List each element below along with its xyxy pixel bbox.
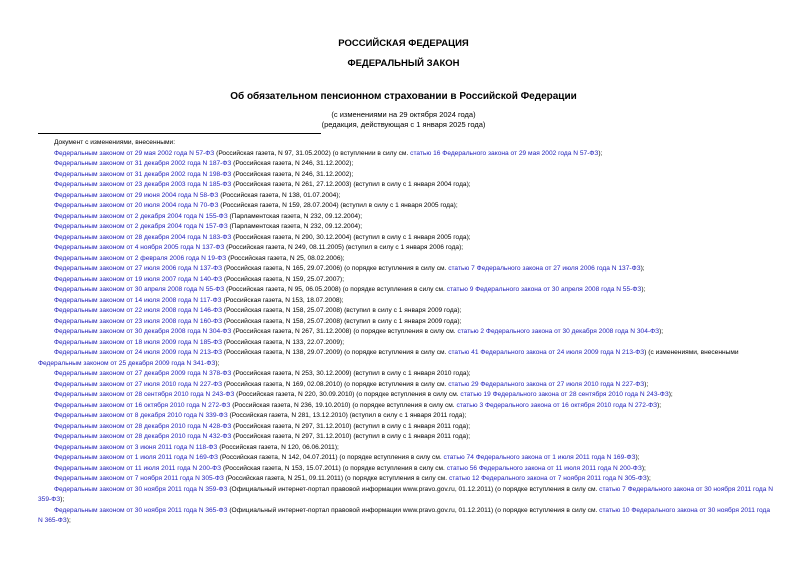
amendments-intro: Документ с изменениями, внесенными: [54,139,176,146]
amendment-item [38,233,773,244]
amendment-item [38,159,773,170]
amendment-text: ); [657,401,662,409]
amendment-item [38,422,773,433]
amendment-text: ); [66,517,71,524]
amendment-link[interactable]: Федеральным законом от 28 декабря 2004 года N 183-ФЗ [54,233,232,241]
amendment-link[interactable]: статью 12 Федерального закона от 7 ноября 2011 года N 305-ФЗ [448,475,647,482]
amendment-item [38,453,773,464]
amendment-text: (Российская газета, N 246, 31.12.2002); [231,160,354,167]
amendment-link[interactable]: статью 9 Федерального закона от 30 апреля 2008 года N 55-ФЗ [446,286,642,293]
amendment-item [38,275,773,286]
amendment-item [38,149,773,160]
amendment-link[interactable]: Федеральным законом от 8 декабря 2010 года N 339-ФЗ [54,412,228,419]
amendment-link[interactable]: Федеральным законом от 18 июля 2009 года N 185-ФЗ [54,338,223,346]
amendment-text: (Российская газета, N 246, 31.12.2002); [231,170,354,178]
amendment-text: (Российская газета, N 297, 31.12.2010) (вступил в силу с 1 января 2011 года); [231,422,471,430]
amendment-link[interactable]: Федеральным законом от 20 июля 2004 года N 70-ФЗ [54,202,219,209]
amendment-link[interactable]: статью 2 Федерального закона от 30 декабря 2008 года N 304-ФЗ [457,328,660,335]
amendment-text: (Российская газета, N 159, 25.07.2007); [222,275,345,283]
amendment-link[interactable]: Федеральным законом от 23 июля 2008 года N 160-ФЗ [54,317,223,325]
amendment-text: ) (с изменениями, внесенными [644,349,739,356]
amendment-link[interactable]: Федеральным законом от 30 апреля 2008 года N 55-ФЗ [54,286,225,293]
amendment-link[interactable]: Федеральным законом от 2 декабря 2004 года N 155-ФЗ [54,212,228,220]
amendment-text: ); [644,380,649,388]
amendment-text: (Российская газета, N 253, 30.12.2009) (вступил в силу с 1 января 2010 года); [231,370,471,377]
amendment-item [38,222,773,233]
amendment-text: (Российская газета, N 297, 31.12.2010) (вступил в силу с 1 января 2011 года); [231,433,471,440]
amendment-text: (Российская газета, N 138, 29.07.2009) (о порядке вступления в силу см. [222,349,449,356]
amendment-text: ); [60,496,65,503]
amendment-text: (Российская газета, N 153, 15.07.2011) (о порядке вступления в силу см. [221,464,447,472]
amendment-item [38,443,773,454]
amendment-item [38,485,773,506]
amendment-text: ); [641,464,646,472]
document-law-type: ФЕДЕРАЛЬНЫЙ ЗАКОН [347,58,460,69]
amendment-item [38,327,773,338]
amendment-link[interactable]: Федеральным законом от 31 декабря 2002 года N 198-ФЗ [54,170,232,178]
amendment-text: (Российская газета, N 153, 18.07.2008); [221,296,344,304]
amendment-link[interactable]: Федеральным законом от 29 мая 2002 года N 57-ФЗ [54,149,215,157]
amendment-item [38,264,773,275]
amendment-text: (Парламентская газета, N 232, 09.12.2004); [227,212,363,220]
amendment-text: (Российская газета, N 158, 25.07.2008) (вступил в силу с 1 января 2009 года); [222,307,462,314]
amendment-link[interactable]: статью 10 Федерального закона от 30 ноября 2011 года N 365-ФЗ [38,506,771,524]
amendment-item [38,254,773,265]
amendment-link[interactable]: Федеральным законом от 30 ноября 2011 года N 359-ФЗ [54,485,228,493]
amendment-link[interactable]: Федеральным законом от 2 декабря 2004 года N 157-ФЗ [54,223,228,230]
amendment-link[interactable]: Федеральным законом от 29 июня 2004 года N 58-ФЗ [54,191,219,199]
edition-note: (редакция, действующая с 1 января 2025 года) [321,120,486,129]
amendment-text: (Российская газета, N 261, 27.12.2003) (вступил в силу с 1 января 2004 года); [231,181,471,188]
amendment-link[interactable]: Федеральным законом от 1 июля 2011 года N 169-ФЗ [54,454,218,461]
amendment-link[interactable]: Федеральным законом от 30 ноября 2011 года N 365-ФЗ [54,506,228,514]
amendment-text: ); [646,475,651,482]
amendment-link[interactable]: статью 3 Федерального закона от 16 октября 2010 года N 272-ФЗ [456,401,658,409]
amendment-link[interactable]: статью 16 Федерального закона от 29 мая 2002 года N 57-ФЗ [410,149,599,157]
amendment-link[interactable]: Федеральным законом от 28 сентября 2010 года N 243-ФЗ [54,391,235,398]
amendment-text: (Российская газета, N 169, 02.08.2010) (о порядке вступления в силу см. [222,380,449,388]
amendment-text: (Российская газета, N 142, 04.07.2011) (о порядке вступления в силу см. [217,454,444,461]
amendment-text: ); [668,391,673,398]
changes-note: (с изменениями на 29 октября 2024 года) [331,110,476,119]
amendment-item [38,411,773,422]
amendment-item [38,243,773,254]
amendment-text: (Официальный интернет-портал правовой информации www.pravo.gov.ru, 01.12.2011) (о порядке вступления в силу см. [227,506,600,514]
amendment-item [38,506,773,527]
amendment-item [38,191,773,202]
amendment-text: (Российская газета, N 236, 19.10.2010) (о порядке вступления в силу см. [230,401,457,409]
amendment-text: (Официальный интернет-портал правовой информации www.pravo.gov.ru, 01.12.2011) (о порядке вступления в силу см. [227,485,600,493]
amendment-link[interactable]: Федеральным законом от 4 ноября 2005 года N 137-ФЗ [54,244,225,251]
amendment-text: (Российская газета, N 290, 30.12.2004) (вступил в силу с 1 января 2005 года); [231,233,471,241]
amendment-item [38,348,773,369]
amendment-link[interactable]: Федеральным законом от 27 декабря 2009 года N 378-ФЗ [54,370,232,377]
amendment-text: (Российская газета, N 281, 13.12.2010) (вступил в силу с 1 января 2011 года); [227,412,467,419]
amendment-item [38,212,773,223]
amendment-link[interactable]: Федеральным законом от 27 июля 2010 года N 227-ФЗ [54,380,223,388]
amendment-text: (Российская газета, N 165, 29.07.2006) (о порядке вступления в силу см. [222,265,449,272]
amendment-item [38,180,773,191]
amendment-text: (Российская газета, N 133, 22.07.2009); [222,338,345,346]
amendment-text: (Российская газета, N 138, 01.07.2004); [218,191,341,199]
amendment-item [38,306,773,317]
amendment-item [38,464,773,475]
amendment-text: (Российская газета, N 120, 06.06.2011); [217,443,339,451]
amendment-link[interactable]: Федеральным законом от 7 ноября 2011 года N 305-ФЗ [54,475,224,482]
amendment-item [38,338,773,349]
amendment-item [38,474,773,485]
amendment-text: ); [659,328,664,335]
amendment-link[interactable]: статью 19 Федерального закона от 28 сентября 2010 года N 243-ФЗ [460,391,669,398]
amendment-text: (Российская газета, N 249, 08.11.2005) (вступил в силу с 1 января 2006 года); [224,244,464,251]
amendment-text: ); [635,454,640,461]
amendment-text: ); [641,286,646,293]
amendment-link[interactable]: статью 7 Федерального закона от 27 июля 2006 года N 137-ФЗ [448,265,641,272]
amendment-item [38,201,773,212]
amendment-link[interactable]: Федеральным законом от 24 июля 2009 года N 213-ФЗ [54,349,223,356]
amendment-text: (Российская газета, N 97, 31.05.2002) (о вступлении в силу см. [214,149,411,157]
amendment-link[interactable]: Федеральным законом от 28 декабря 2010 года N 432-ФЗ [54,433,232,440]
amendment-link[interactable]: статью 74 Федерального закона от 1 июля 2011 года N 169-ФЗ [443,454,636,461]
header-divider [38,133,321,134]
amendment-text: (Парламентская газета, N 232, 09.12.2004); [227,223,363,230]
amendment-link[interactable]: Федеральным законом от 28 декабря 2010 года N 428-ФЗ [54,422,232,430]
amendment-link[interactable]: Федеральным законом от 11 июля 2011 года N 200-ФЗ [54,464,222,472]
amendment-text: ); [215,359,220,367]
amendment-item [38,369,773,380]
amendment-item [38,170,773,181]
amendment-text: (Российская газета, N 251, 09.11.2011) (о порядке вступления в силу см. [223,475,449,482]
amendment-text: (Российская газета, N 95, 06.05.2008) (о порядке вступления в силу см. [224,286,447,293]
amendments-list [38,138,773,527]
amendment-link[interactable]: статью 29 Федерального закона от 27 июля 2010 года N 227-ФЗ [448,380,645,388]
document-title: Об обязательном пенсионном страховании в Российской Федерации [230,91,577,102]
amendment-text: (Российская газета, N 267, 31.12.2008) (о порядке вступления в силу см. [231,328,458,335]
amendment-text: ); [598,149,603,157]
amendment-text: (Российская газета, N 25, 08.02.2006); [226,254,345,262]
amendment-item [38,285,773,296]
amendment-link[interactable]: Федеральным законом от 27 июля 2006 года N 137-ФЗ [54,265,223,272]
amendment-text: (Российская газета, N 158, 25.07.2008) (вступил в силу с 1 января 2009 года); [222,317,462,325]
amendment-text: (Российская газета, N 159, 28.07.2004) (вступил в силу с 1 января 2005 года); [218,202,458,209]
amendment-link[interactable]: Федеральным законом от 22 июля 2008 года N 146-ФЗ [54,307,223,314]
amendment-link[interactable]: Федеральным законом от 23 декабря 2003 года N 185-ФЗ [54,181,232,188]
amendment-item [38,380,773,391]
amendment-link[interactable]: Федеральным законом от 2 февраля 2006 года N 19-ФЗ [54,254,227,262]
amendment-item [38,317,773,328]
amendment-link[interactable]: Федеральным законом от 3 июня 2011 года N 118-ФЗ [54,443,218,451]
amendment-link[interactable]: статью 7 Федерального закона от 30 ноября 2011 года N 359-ФЗ [38,485,773,503]
document-country: РОССИЙСКАЯ ФЕДЕРАЦИЯ [338,38,469,49]
amendment-item [38,432,773,443]
amendment-link[interactable]: Федеральным законом от 14 июля 2008 года N 117-ФЗ [54,296,222,304]
amendment-link[interactable]: статью 41 Федерального закона от 24 июля 2009 года N 213-ФЗ [448,349,645,356]
amendment-link[interactable]: Федеральным законом от 16 октября 2010 года N 272-ФЗ [54,401,231,409]
amendment-text: (Российская газета, N 220, 30.09.2010) (о порядке вступления в силу см. [234,391,461,398]
amendment-link[interactable]: Федеральным законом от 31 декабря 2002 года N 187-ФЗ [54,160,232,167]
amendment-link[interactable]: статью 56 Федерального закона от 11 июля 2011 года N 200-ФЗ [446,464,642,472]
amendment-item [38,296,773,307]
amendment-text: ); [640,265,645,272]
amendment-item [38,401,773,412]
amendment-link[interactable]: Федеральным законом от 30 декабря 2008 года N 304-ФЗ [54,328,232,335]
amendment-item [38,390,773,401]
amendment-link[interactable]: Федеральным законом от 25 декабря 2009 года N 341-ФЗ [38,359,216,367]
amendment-link[interactable]: Федеральным законом от 19 июля 2007 года N 140-ФЗ [54,275,223,283]
